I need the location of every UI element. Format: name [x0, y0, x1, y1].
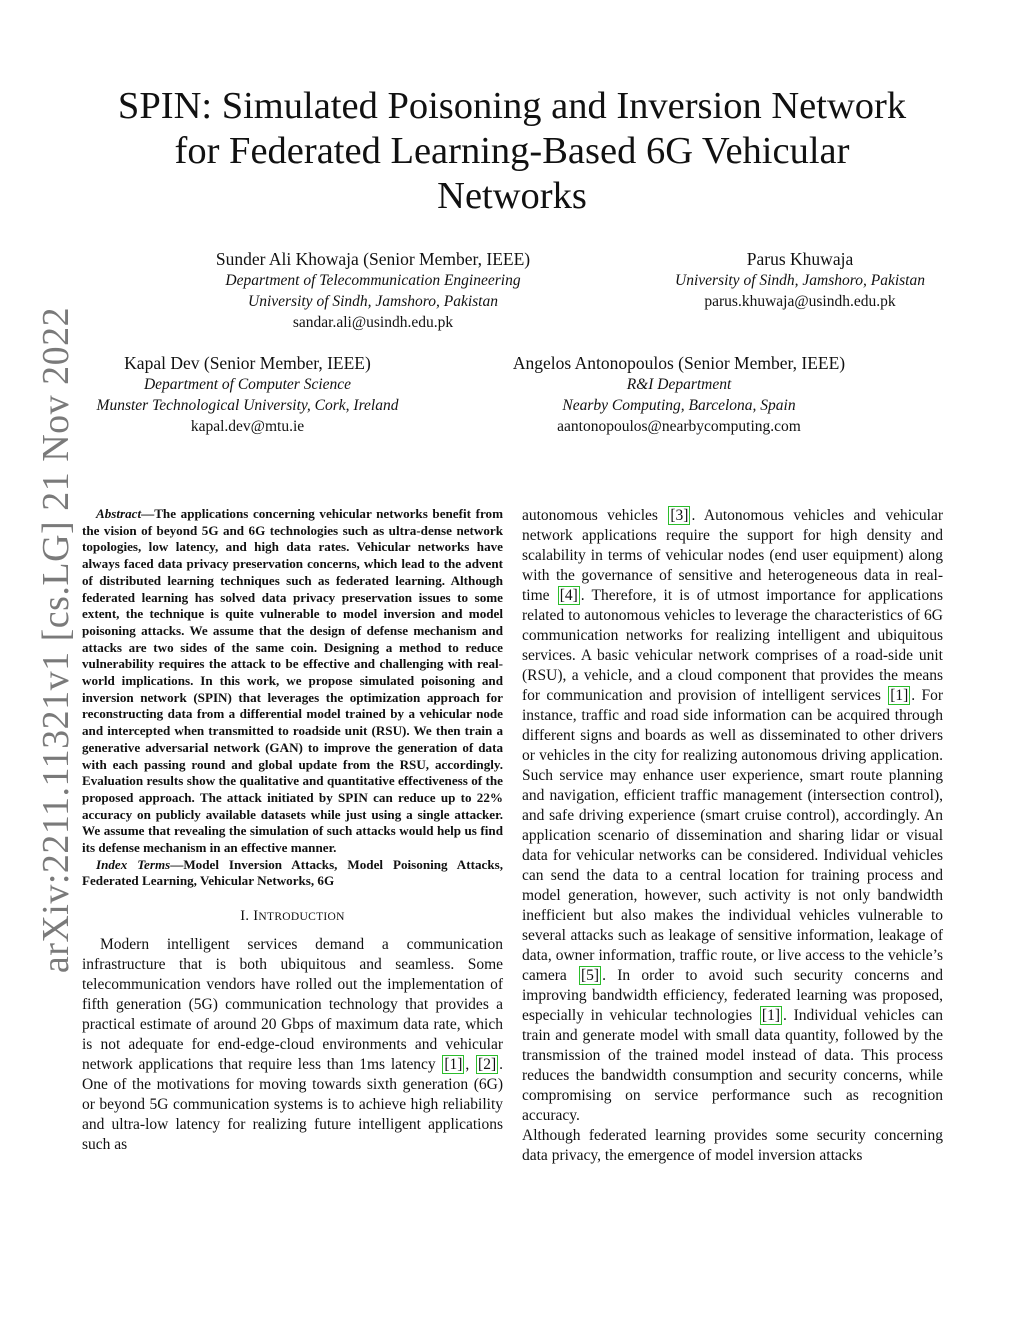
citation-link[interactable]: [3]: [670, 507, 689, 524]
author-block-antonopoulos: [490, 352, 868, 437]
author-email[interactable]: aantonopoulos@nearbycomputing.com: [557, 418, 801, 435]
intro-paragraph-1: [82, 935, 503, 1155]
author-name: Sunder Ali Khowaja (Senior Member, IEEE): [215, 249, 531, 269]
citation-link[interactable]: [4]: [559, 587, 578, 604]
author-name: Parus Khuwaja: [746, 249, 854, 269]
abstract-text: The applications concerning vehicular networks benefit from the vision of beyond 5G and 6G technologies such as ultra-dense network topologies, low latency, and high data rates. Vehicular networks have always faced data privacy preservation concerns, which lead to the advent of distributed learning techniques such as federated learning. Although federated learning has solved data privacy preservation issues to some extent, the technique is quite vulnerable to model inversion and model poisoning attacks. We assume that the design of defense mechanism and attacks are two sides of the same coin. Designing a method to reduce vulnerability requires the attack to be effective and challenging with real-world implications. In this work, we propose simulated poisoning and inversion network (SPIN) that leverages the optimization approach for reconstructing data from a differential model trained by a vehicular node and intercepted when transmitted to roadside unit (RSU). We then train a generative adversarial network (GAN) to improve the generation of data with each passing round and global update from the RSU, accordingly. Evaluation results show the qualitative and quantitative effectiveness of the proposed approach. The attack initiated by SPIN can reduce up to 22% accuracy on publicly available datasets while just using a single attacker. We assume that revealing the simulation of such attacks would help us find its defense mechanism in an effective manner.: [82, 506, 503, 856]
section-numeral: I.: [240, 908, 250, 925]
left-column: [82, 506, 503, 1155]
title-line-1: SPIN: Simulated Poisoning and Inversion Network: [117, 85, 907, 127]
abstract-label: Abstract: [96, 506, 142, 521]
intro-text: . For instance, traffic and road side information can be acquired through different signs and boards as well as disseminated to other drivers or vehicles in the city for realizing autonomous driving application. Such service may enhance user experience, smart route planning and navigation, efficient traffic management (intersection control), and safe driving experience (smart cruise control), accordingly. An application scenario of dissemination and sharing lidar or visual data for vehicular networks can be considered. Individual vehicles can send the data to a central location for training process and model generation, however, such activity is not only bandwidth inefficient but also makes the individual vehicles vulnerable to several attacks such as leakage of sensitive information, leakage of data, owner information, traffic route, or live access to the vehicle’s camera: [522, 687, 943, 984]
title-line-2: for Federated Learning-Based 6G Vehicular: [174, 130, 850, 172]
section-title-rest: NTRODUCTION: [258, 911, 345, 924]
right-column: [522, 506, 943, 1166]
author-name: Angelos Antonopoulos (Senior Member, IEEE): [512, 353, 846, 373]
author-affiliation: University of Sindh, Jamshoro, Pakistan: [675, 272, 925, 289]
citation-link[interactable]: [1]: [761, 1007, 780, 1024]
author-department: Department of Computer Science: [143, 376, 352, 393]
section-title-initial: I: [253, 908, 259, 925]
intro-text: . Individual vehicles can train and generate model with small data quantity, followed by the transmission of the trained model instead of data. This process reduces the bandwidth consumption and security concerns, while compromising on service performance such as recognition accuracy.: [522, 1007, 944, 1124]
intro-text: . Therefore, it is of utmost importance for applications related to autonomous vehicles to leverage the characteristics of 6G communication networks for realizing intelligent and ubiquitous services. A basic vehicular network comprises of a road-side unit (RSU), a vehicle, and a cloud component that provides the means for communication and provision of intelligent services: [522, 587, 943, 704]
intro-text: . One of the motivations for moving towards sixth generation (6G) or beyond 5G communication systems is to achieve high reliability and ultra-low latency for realizing future intelligent applications such as: [82, 1056, 503, 1154]
intro-text: . Autonomous vehicles and vehicular network applications require the support for high density and scalability in terms of vehicular nodes (end user equipment) along with the governance of sensitive and heterogeneous data in real-time: [522, 507, 944, 604]
citation-link[interactable]: [2]: [478, 1056, 497, 1074]
author-block-khowaja: [190, 248, 556, 333]
citation-link[interactable]: [5]: [581, 967, 600, 984]
citation-separator: ,: [465, 1056, 470, 1074]
intro-text: Although federated learning provides some security concerning data privacy, the emergence of model inversion attacks: [522, 1127, 943, 1164]
citation-link[interactable]: [1]: [444, 1056, 463, 1074]
author-email[interactable]: parus.khuwaja@usindh.edu.pk: [704, 293, 896, 310]
intro-text: autonomous vehicles: [522, 507, 658, 524]
intro-text: . In order to avoid such security concerns and improving bandwidth efficiency, federated learning was proposed, especially in vehicular technologies: [522, 967, 943, 1024]
author-department: Department of Telecommunication Engineering: [225, 272, 521, 289]
author-affiliation: Nearby Computing, Barcelona, Spain: [562, 397, 796, 414]
author-email[interactable]: sandar.ali@usindh.edu.pk: [292, 314, 454, 331]
abstract: Abstract—The applications concerning vehicular networks benefit from the vision of beyond 5G and 6G technologies such as ultra-dense network topologies, low latency, and high data rates. Vehicular networks have always faced data privacy preservation concerns, which lead to the advent of distributed learning techniques such as federated learning. Although federated learning has solved data privacy preservation issues to some extent, the technique is quite vulnerable to model inversion and model poisoning attacks. We assume that the design of defense mechanism and attacks are two sides of the same coin. Designing a method to reduce vulnerability requires the attack to be effective and challenging with real-world implications. In this work, we propose simulated poisoning and inversion network (SPIN) that leverages the optimization approach for reconstructing data from a differential model trained by a vehicular node and intercepted when transmitted to roadside unit (RSU). We then train a generative adversarial network (GAN) to improve the generation of data with each passing round and global update from the RSU, accordingly. Evaluation results show the qualitative and quantitative effectiveness of the proposed approach. The attack initiated by SPIN can reduce up to 22% accuracy on publicly available datasets while just using a single attacker. We assume that revealing the simulation of such attacks would help us find its defense mechanism in an effective manner.: [82, 506, 503, 856]
author-affiliation: Munster Technological University, Cork, Ireland: [96, 397, 399, 414]
index-terms-text: Model Inversion Attacks, Model Poisoning Attacks, Federated Learning, Vehicular Networks, 6G: [82, 856, 503, 889]
author-block-dev: [70, 352, 425, 437]
arxiv-identifier-stamp: arXiv:2211.11321v1 [cs.LG] 21 Nov 2022: [35, 306, 77, 974]
index-terms-label: Index Terms: [96, 856, 171, 872]
title-line-3: Networks: [437, 175, 587, 217]
paper-title: [80, 84, 944, 219]
author-department: R&I Department: [626, 376, 732, 393]
author-name: Kapal Dev (Senior Member, IEEE): [124, 353, 371, 373]
intro-paragraph-1-continued: [522, 506, 943, 1126]
author-block-p-khuwaja: [650, 248, 950, 312]
author-affiliation: University of Sindh, Jamshoro, Pakistan: [248, 293, 498, 310]
author-email[interactable]: kapal.dev@mtu.ie: [190, 418, 305, 435]
citation-link[interactable]: [1]: [890, 687, 909, 704]
index-terms: Index Terms—Model Inversion Attacks, Model Poisoning Attacks, Federated Learning, Vehicular Networks, 6G: [82, 856, 503, 889]
section-heading-introduction: [82, 908, 503, 925]
intro-text: Modern intelligent services demand a communication infrastructure that is both ubiquitous and seamless. Some telecommunication vendors have rolled out the implementation of fifth generation (5G) communication technology that provides a practical estimate of around 20 Gbps of maximum data rate, which is not adequate for end-edge-cloud environments and vehicular network applications that require less than 1ms latency: [82, 936, 503, 1074]
intro-paragraph-2: [522, 1126, 943, 1166]
